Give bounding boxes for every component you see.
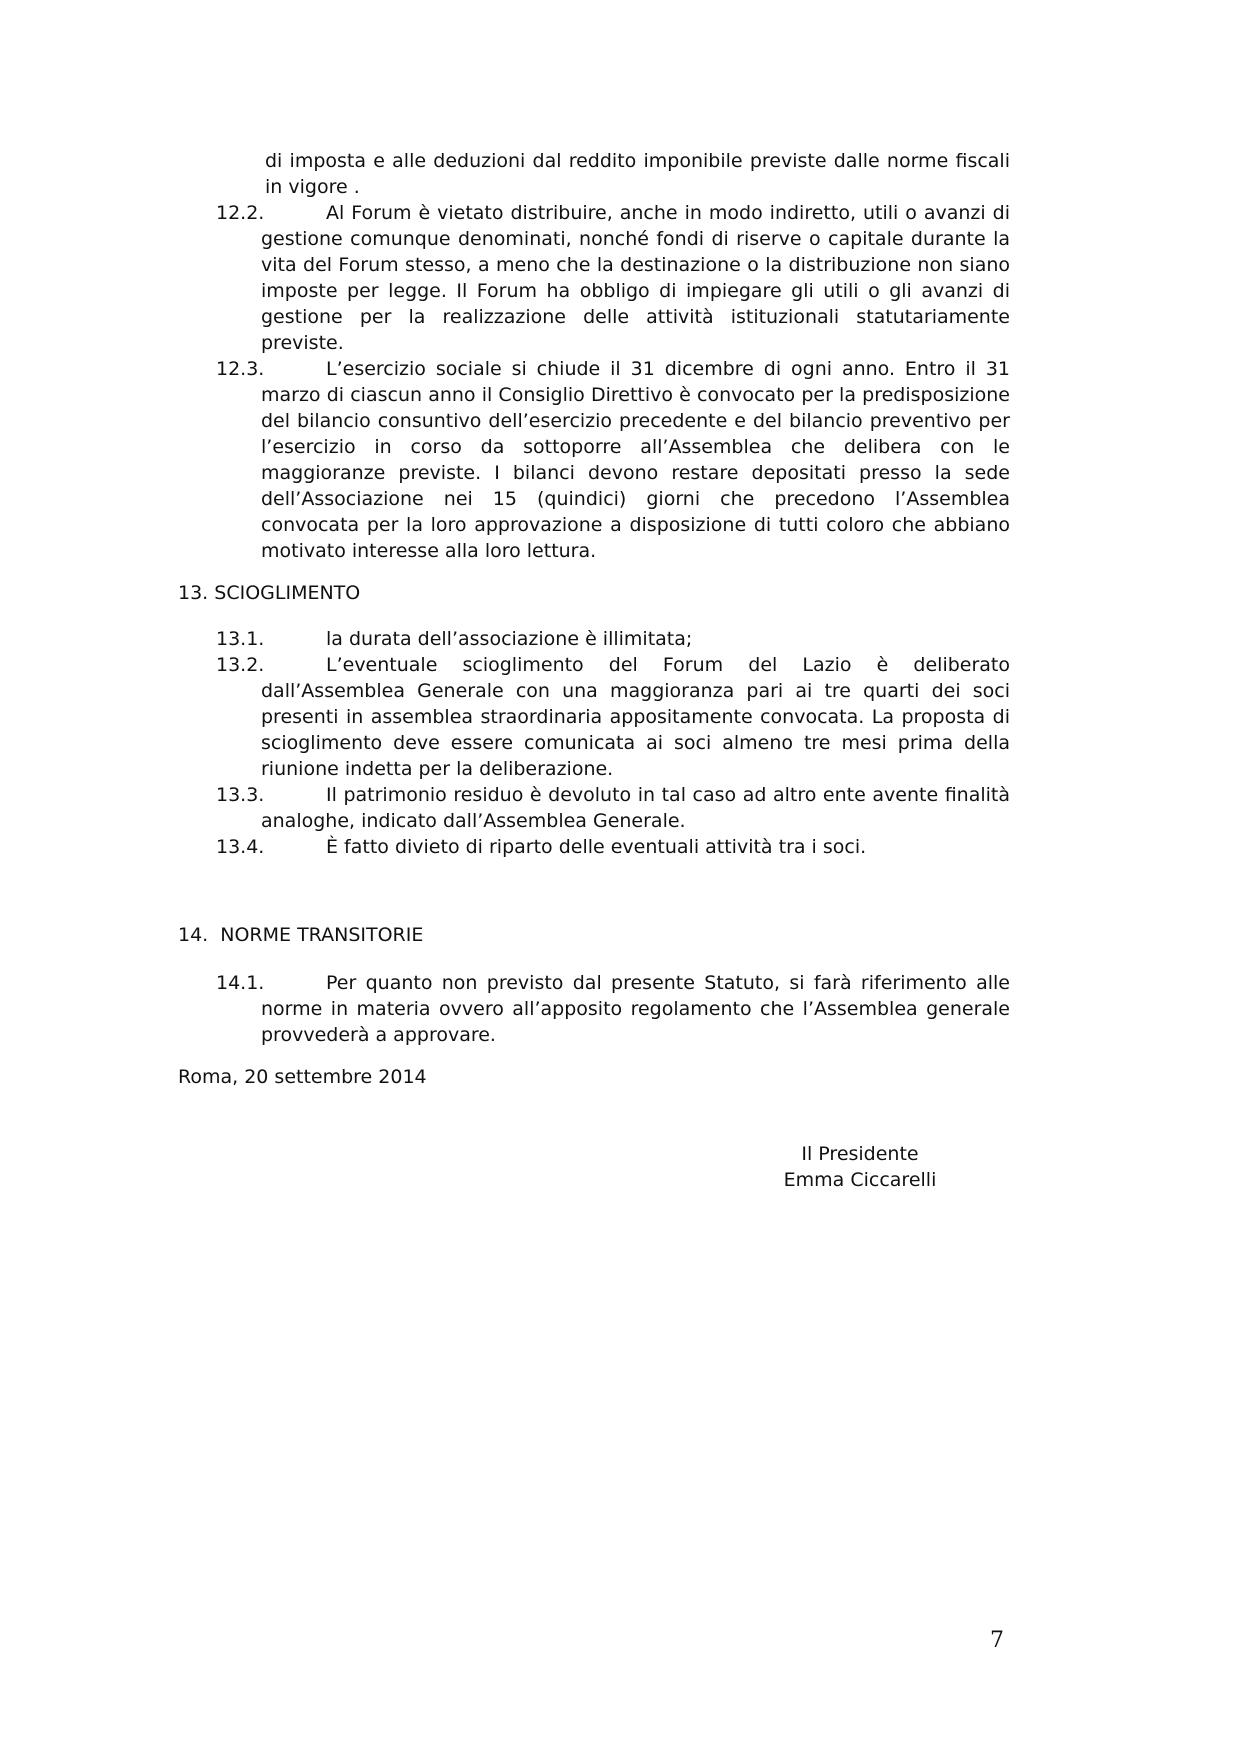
article-13-2 xyxy=(178,652,1010,782)
article-number: 13.4. xyxy=(216,836,265,858)
section-13-body xyxy=(178,626,1010,860)
article-number: 14.1. xyxy=(216,972,265,994)
section-14-heading xyxy=(178,922,423,948)
place-date: Roma, 20 settembre 2014 xyxy=(178,1066,427,1088)
signature-name: Emma Ciccarelli xyxy=(783,1169,937,1191)
article-number: 12.3. xyxy=(216,358,265,380)
section-number: 14. xyxy=(178,924,209,946)
section-title: NORME TRANSITORIE xyxy=(220,924,424,946)
article-text: la durata dell’associazione è illimitata; xyxy=(326,628,693,650)
section-14-body xyxy=(178,970,1010,1048)
article-14-1 xyxy=(178,970,1010,1048)
article-text: Per quanto non previsto dal presente Statuto, si farà riferimento alle norme in materia ovvero all’apposito regolamento che l’Assemblea generale provvederà a approvare. xyxy=(261,972,1010,1046)
article-text: Al Forum è vietato distribuire, anche in modo indiretto, utili o avanzi di gestione comunque denominati, nonché fondi di riserve o capitale durante la vita del Forum stesso, a meno che la destinazione o la distribuzione non siano imposte per legge. Il Forum ha obbligo di impiegare gli utili o gli avanzi di gestione per la realizzazione delle attività istituzionali statutariamente previste. xyxy=(261,202,1010,354)
signature-block xyxy=(760,1141,960,1193)
article-number: 12.2. xyxy=(216,202,265,224)
article-number: 13.1. xyxy=(216,628,265,650)
article-text: Il patrimonio residuo è devoluto in tal caso ad altro ente avente finalità analoghe, indicato dall’Assemblea Generale. xyxy=(261,784,1010,832)
article-13-1 xyxy=(178,626,1010,652)
section-number: 13. xyxy=(178,582,209,604)
signature-role: Il Presidente xyxy=(801,1143,919,1165)
article-13-4 xyxy=(178,834,1010,860)
article-number: 13.3. xyxy=(216,784,265,806)
article-12-3 xyxy=(178,356,1010,564)
article-13-3 xyxy=(178,782,1010,834)
article-text: L’esercizio sociale si chiude il 31 dicembre di ogni anno. Entro il 31 marzo di ciascun anno il Consiglio Direttivo è convocato per la predisposizione del bilancio consuntivo dell’esercizio precedente e del bilancio preventivo per l’esercizio in corso da sottoporre all’Assemblea che delibera con le maggioranze previste. I bilanci devono restare depositati presso la sede dell’Associazione nei 15 (quindici) giorni che precedono l’Assemblea convocata per la loro approvazione a disposizione di tutti coloro che abbiano motivato interesse alla loro lettura. xyxy=(261,358,1010,562)
continuation-paragraph: di imposta e alle deduzioni dal reddito imponibile previste dalle norme fiscali in vigore . xyxy=(265,150,1010,198)
section-title: SCIOGLIMENTO xyxy=(214,582,361,604)
section-13-heading xyxy=(178,580,360,606)
article-number: 13.2. xyxy=(216,654,265,676)
article-text: L’eventuale scioglimento del Forum del Lazio è deliberato dall’Assemblea Generale con una maggioranza pari ai tre quarti dei soci presenti in assemblea straordinaria appositamente convocata. La proposta di scioglimento deve essere comunicata ai soci almeno tre mesi prima della riunione indetta per la deliberazione. xyxy=(261,654,1010,780)
page-number: 7 xyxy=(990,1628,1004,1653)
article-text: È fatto divieto di riparto delle eventuali attività tra i soci. xyxy=(326,836,867,858)
section-12-body xyxy=(178,148,1010,564)
article-12-2 xyxy=(178,200,1010,356)
